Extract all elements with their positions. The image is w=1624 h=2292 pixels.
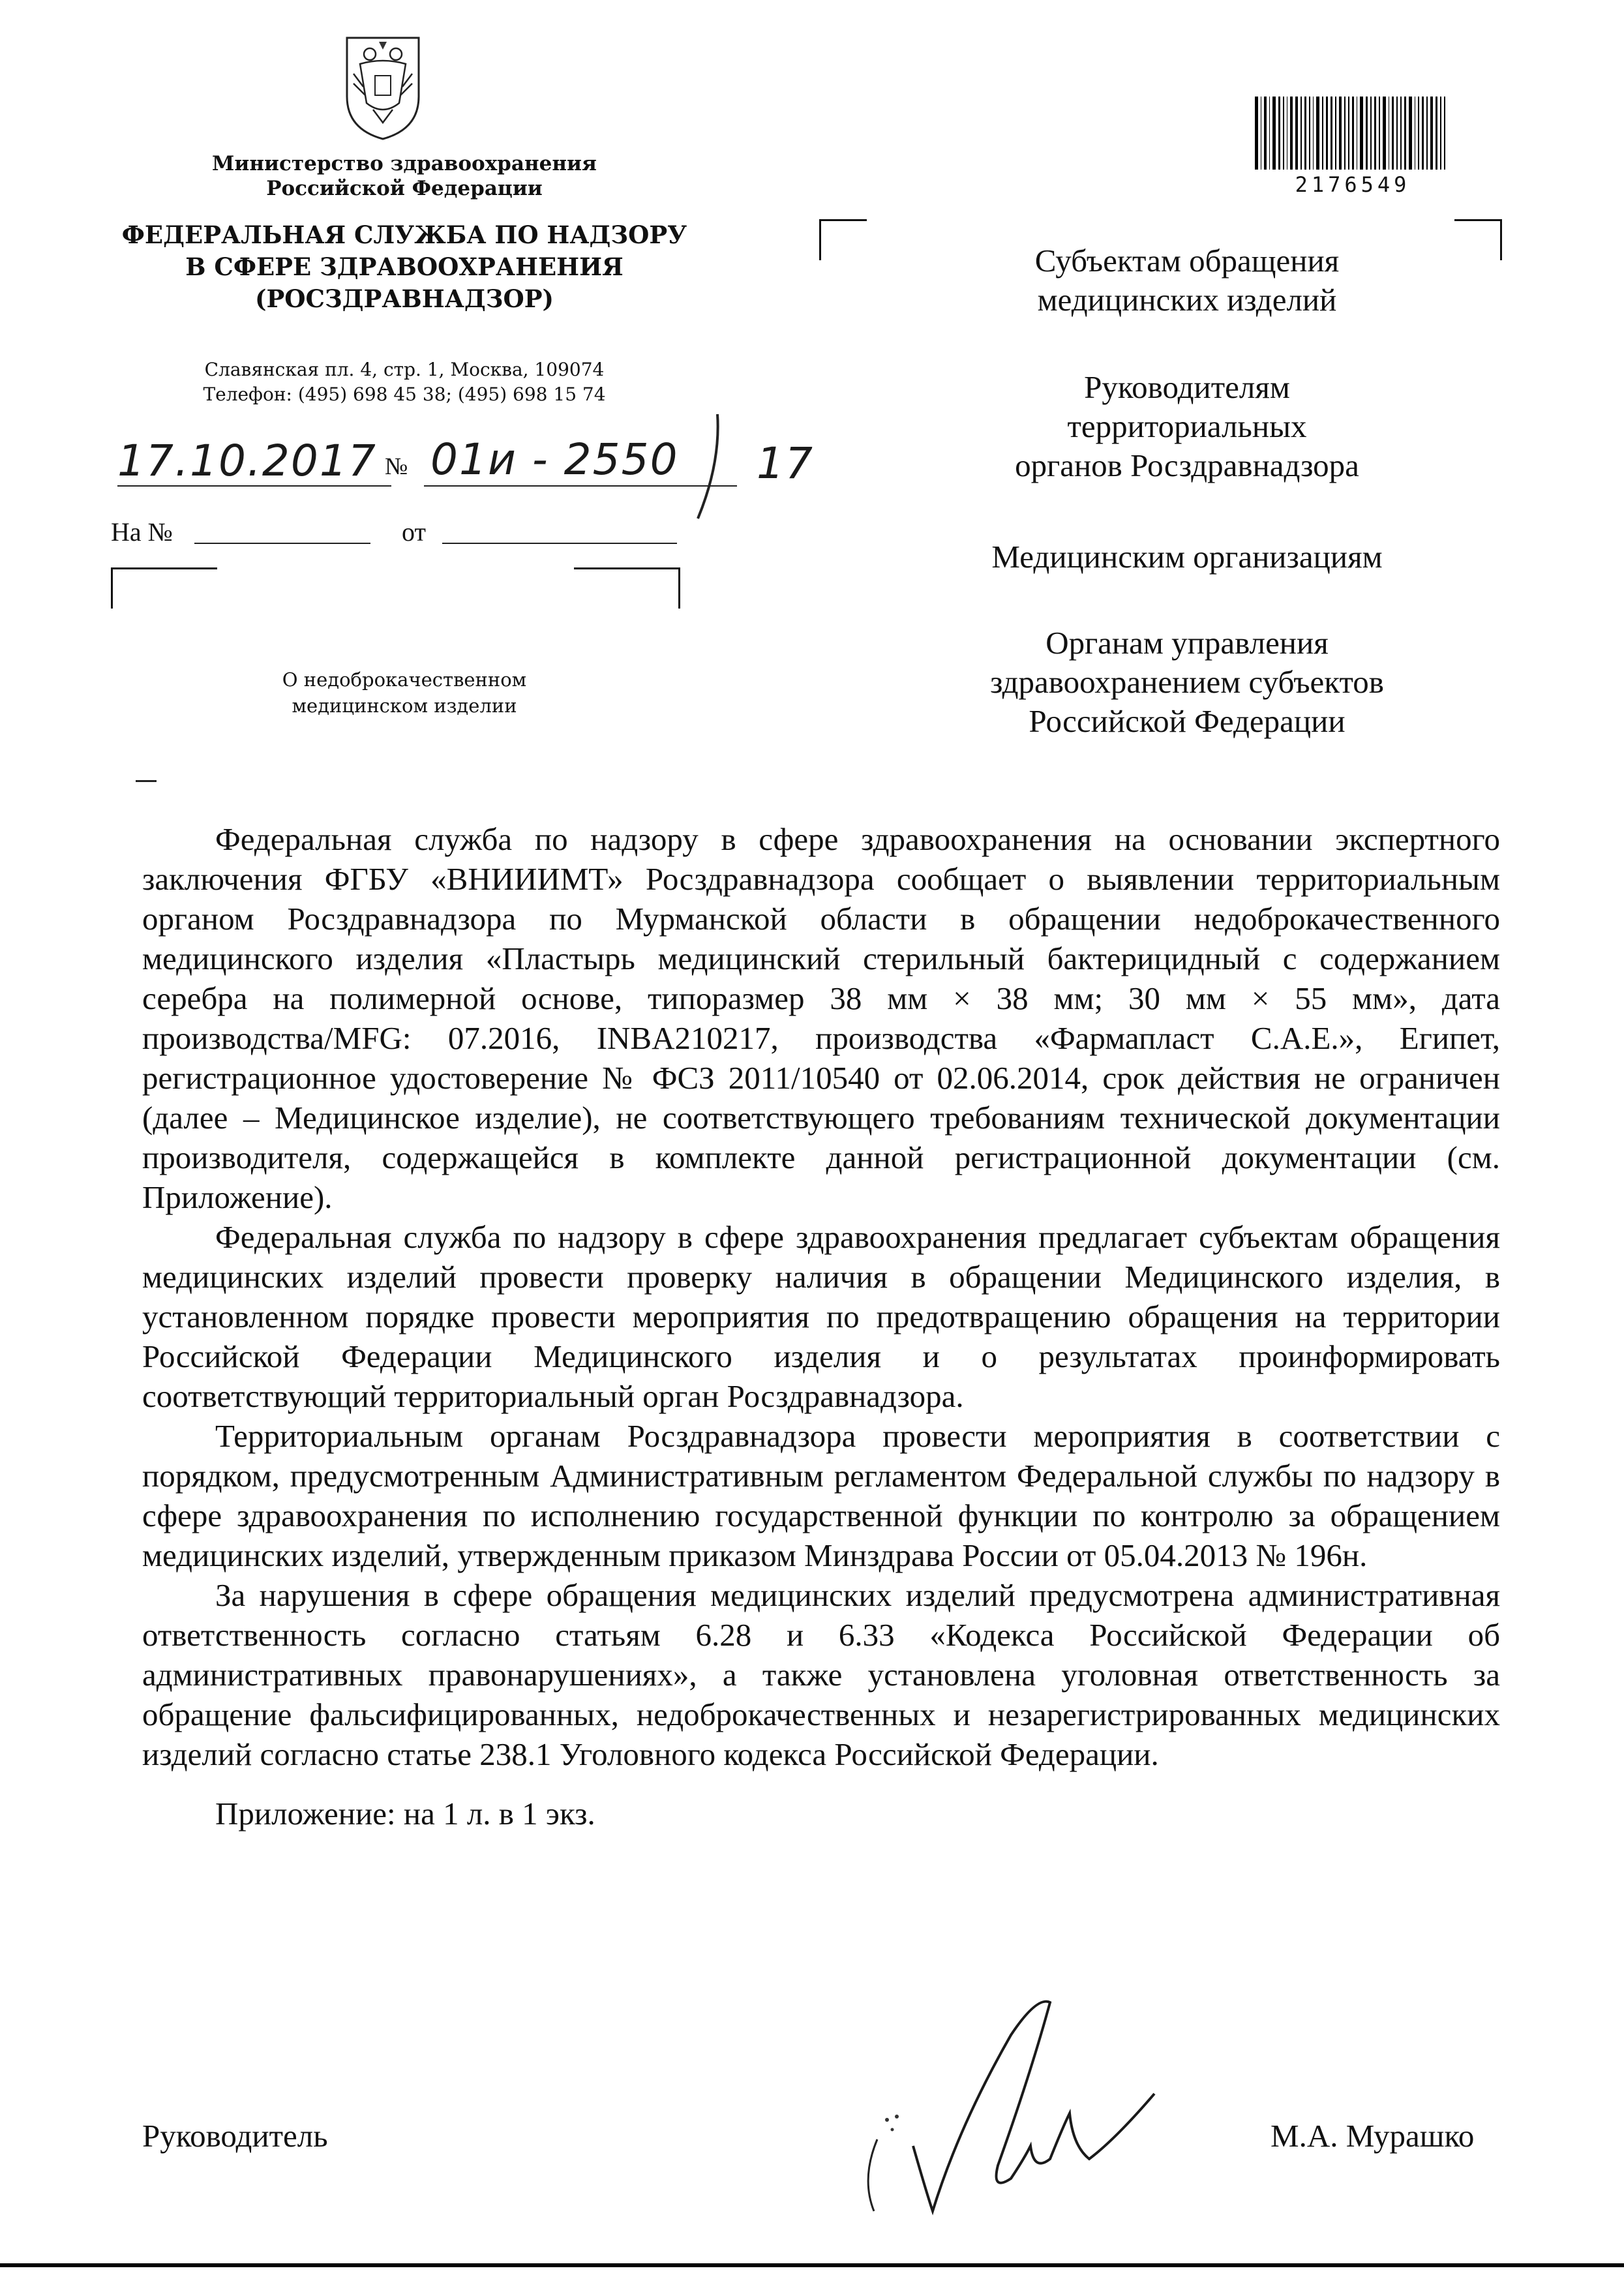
slash-mark (691, 411, 730, 522)
barcode-bar (1357, 97, 1358, 170)
service-address (104, 357, 704, 407)
barcode-bar (1383, 97, 1386, 170)
barcode-bar (1389, 97, 1390, 170)
registration-number: 01и - 2550 (430, 434, 679, 485)
registration-date: 17.10.2017 (117, 436, 377, 486)
attachment-line: Приложение: на 1 л. в 1 экз. (215, 1796, 595, 1832)
barcode-bar (1309, 97, 1310, 170)
barcode-bar (1396, 97, 1398, 170)
ministry-line-1: Министерство здравоохранения (212, 152, 597, 175)
service-line-2: В СФЕРЕ ЗДРАВООХРАНЕНИЯ (185, 252, 624, 281)
subject-line-2: медицинском изделии (292, 695, 517, 717)
barcode-bar (1440, 97, 1441, 170)
barcode-bar (1295, 97, 1299, 170)
barcode-bar (1374, 97, 1376, 170)
ministry-line-2: Российской Федерации (266, 177, 543, 200)
barcode (1255, 97, 1451, 197)
barcode-bar (1352, 97, 1354, 170)
body-paragraph-4: За нарушения в сфере обращения медицинских изделий предусмотрена административная ответственность согласно статьям 6.28 и 6.33 «Кодекса Российской Федерации об административных правонарушениях», а также установлена уголовная ответственность за обращение фальсифицированных, недоброкачественных и незарегистрированных медицинских изделий согласно статье 238.1 Уголовного кодекса Российской Федерации. (142, 1577, 1500, 1772)
barcode-bar (1426, 97, 1428, 170)
barcode-bar (1255, 97, 1258, 170)
barcode-bar (1301, 97, 1302, 170)
barcode-bar (1287, 97, 1288, 170)
barcode-bar (1370, 97, 1372, 170)
body-paragraph-3: Территориальным органам Росздравнадзора провести мероприятия в соответствии с порядком, предусмотренным Административным регламентом Федеральной службы по надзору в сфере здравоохранения по исполнению государственной функции по контролю за обращением медицинских изделий, утвержденным приказом Минздрава России от 05.04.2013 № 196н. (142, 1418, 1500, 1573)
recipient-group-1 (900, 241, 1474, 320)
barcode-bar (1404, 97, 1406, 170)
body-paragraph-1: Федеральная служба по надзору в сфере здравоохранения на основании экспертного заключения ФГБУ «ВНИИИМТ» Росздравнадзора сообщает о выявлении территориальным органом Росздравнадзора по Мурманской области в обращении недоброкачественного медицинского изделия «Пластырь медицинский стерильный бактерицидный с содержанием серебра на полимерной основе, типоразмер 38 мм × 38 мм; 30 мм × 55 мм», дата производства/MFG: 07.2016, INBA210217, производства «Фармапласт С.А.Е.», Египет, регистрационное удостоверение № ФСЗ 2011/10540 от 02.06.2014, срок действия не ограничен (далее – Медицинское изделие), не соответствующего требованиям технической документации производителя, содержащейся в комплекте данной регистрационной документации (см. Приложение). (142, 821, 1500, 1215)
barcode-bar (1322, 97, 1323, 170)
subject-bracket-right (574, 567, 680, 609)
barcode-number: 2176549 (1295, 172, 1411, 197)
from-label: от (402, 517, 426, 547)
barcode-bar (1422, 97, 1424, 170)
barcode-bar (1264, 97, 1266, 170)
barcode-bar (1326, 97, 1328, 170)
barcode-bar (1335, 97, 1336, 170)
letter-subject (196, 667, 613, 719)
barcode-bar (1304, 97, 1306, 170)
barcode-bar (1366, 97, 1368, 170)
recipient-bracket-left (819, 219, 867, 260)
number-underline-2 (424, 485, 737, 487)
recipient-line: Российской Федерации (1029, 703, 1346, 739)
recipient-line: территориальных (1067, 408, 1307, 444)
ref-number-blank (194, 543, 370, 544)
signer-position: Руководитель (142, 2118, 328, 2154)
barcode-bars (1255, 97, 1451, 170)
barcode-bar (1316, 97, 1319, 170)
address-line: Славянская пл. 4, стр. 1, Москва, 109074 (204, 359, 605, 380)
barcode-bar (1344, 97, 1346, 170)
recipient-line: Субъектам обращения (1034, 243, 1340, 279)
barcode-bar (1430, 97, 1434, 170)
recipient-line: Руководителям (1084, 369, 1290, 405)
barcode-bar (1339, 97, 1342, 170)
ref-label: На № (111, 517, 173, 547)
recipient-group-4 (900, 624, 1474, 741)
number-underline (117, 485, 391, 487)
service-name (91, 219, 717, 315)
coat-of-arms-emblem (334, 25, 432, 142)
barcode-bar (1290, 97, 1292, 170)
from-date-blank (442, 543, 677, 544)
barcode-bar (1331, 97, 1332, 170)
barcode-bar (1272, 97, 1276, 170)
phone-line: Телефон: (495) 698 45 38; (495) 698 15 74 (203, 384, 606, 405)
barcode-bar (1261, 97, 1262, 170)
barcode-bar (1348, 97, 1349, 170)
barcode-bar (1418, 97, 1419, 170)
barcode-bar (1360, 97, 1363, 170)
barcode-bar (1278, 97, 1280, 170)
barcode-bar (1400, 97, 1402, 170)
recipient-line: медицинских изделий (1037, 282, 1337, 318)
barcode-bar (1409, 97, 1412, 170)
body-paragraph-2: Федеральная служба по надзору в сфере здравоохранения предлагает субъектам обращения медицинских изделий провести проверку наличия в обращении Медицинского изделия, в установленном порядке провести мероприятия по предотвращению обращения на территории Российской Федерации Медицинского изделия и о результатах проинформировать соответствующий территориальный орган Росздравнадзора. (142, 1219, 1500, 1414)
subject-bracket-left (111, 567, 217, 609)
service-line-1: ФЕДЕРАЛЬНАЯ СЛУЖБА ПО НАДЗОРУ (121, 220, 687, 249)
recipient-line: органов Росздравнадзора (1015, 447, 1359, 483)
recipient-line: Органам управления (1045, 625, 1329, 661)
barcode-bar (1283, 97, 1284, 170)
registration-suffix: 17 (757, 438, 814, 489)
recipient-group-3 (900, 537, 1474, 577)
barcode-bar (1415, 97, 1416, 170)
barcode-bar (1436, 97, 1437, 170)
barcode-bar (1313, 97, 1314, 170)
letter-body (142, 819, 1500, 1833)
barcode-bar (1379, 97, 1380, 170)
page-bottom-rule (0, 2263, 1624, 2267)
subject-line-1: О недоброкачественном (282, 669, 527, 691)
handwritten-signature (815, 1996, 1180, 2231)
barcode-bar (1392, 97, 1394, 170)
signer-name: М.А. Мурашко (1271, 2118, 1475, 2154)
service-line-3: (РОСЗДРАВНАДЗОР) (254, 284, 554, 313)
barcode-bar (1269, 97, 1271, 170)
number-sign: № (385, 453, 408, 480)
barcode-bar (1444, 97, 1445, 170)
recipient-line: Медицинским организациям (991, 539, 1383, 575)
recipient-group-2 (900, 368, 1474, 485)
reference-line (111, 517, 685, 549)
recipient-line: здравоохранением субъектов (990, 664, 1384, 700)
ministry-name (130, 151, 678, 201)
registration-line (117, 434, 814, 490)
dash-mark (136, 780, 157, 782)
